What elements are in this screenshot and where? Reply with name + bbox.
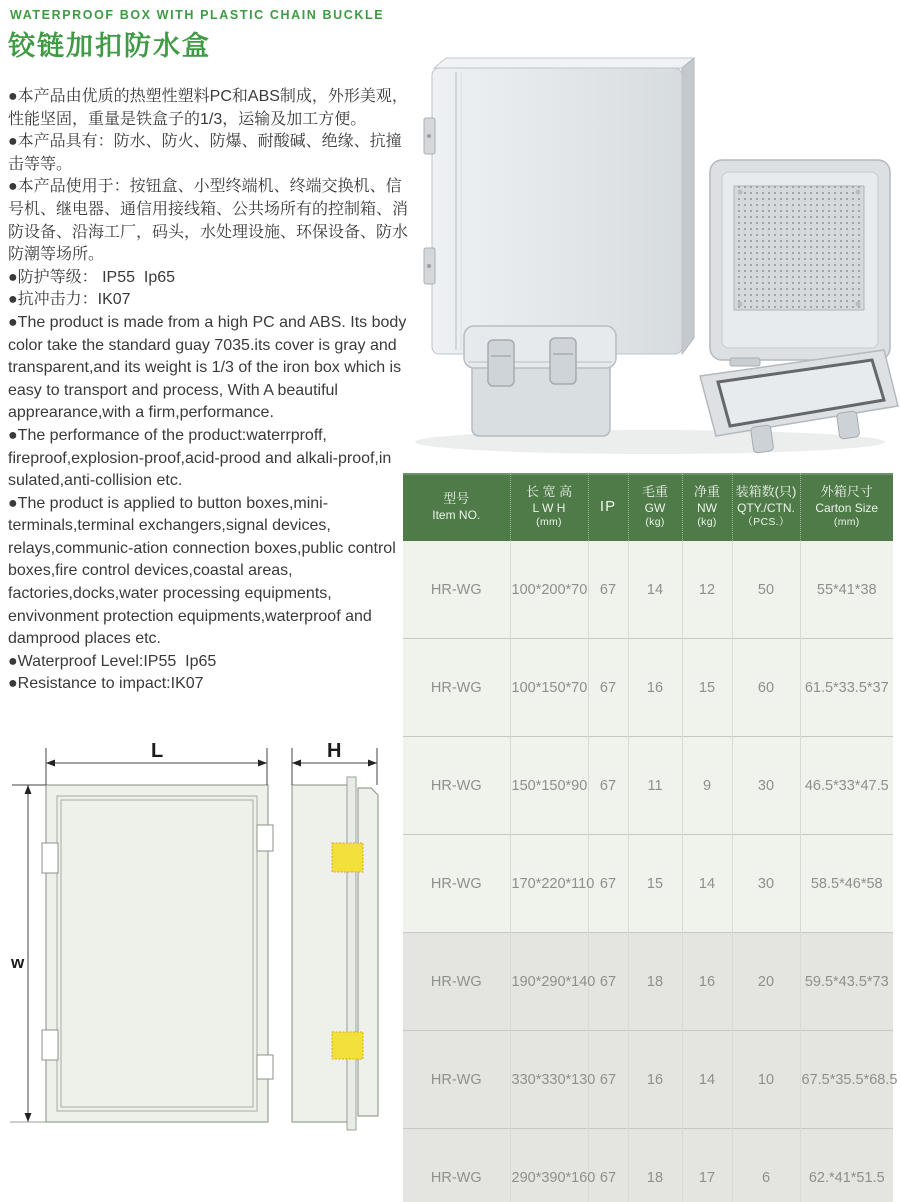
table-cell: HR-WG — [403, 835, 510, 933]
dimension-drawing-svg — [0, 730, 400, 1202]
table-cell: 10 — [732, 1031, 800, 1129]
product-photo-illustration — [400, 40, 900, 460]
table-cell: HR-WG — [403, 1129, 510, 1202]
table-cell: 150*150*90 — [510, 737, 588, 835]
table-cell: 67 — [588, 639, 628, 737]
table-cell: 67 — [588, 1031, 628, 1129]
table-cell: 59.5*43.5*73 — [800, 933, 893, 1031]
page-title-cn: 铰链加扣防水盒 — [8, 31, 211, 61]
table-cell: 58.5*46*58 — [800, 835, 893, 933]
table-cell: 11 — [628, 737, 682, 835]
column-header: 型号 Item NO. — [403, 473, 510, 541]
table-cell: 16 — [628, 1031, 682, 1129]
spec-table-header — [403, 473, 893, 541]
table-cell: 50 — [732, 541, 800, 639]
table-cell: 16 — [682, 933, 732, 1031]
spec-bullet: ●抗冲击力：IK07 — [8, 291, 131, 309]
table-cell: 100*150*70 — [510, 639, 588, 737]
spec-table-body — [403, 541, 898, 1202]
table-cell: 9 — [682, 737, 732, 835]
description-list — [8, 86, 411, 696]
table-cell: 18 — [628, 1129, 682, 1202]
column-header: 装箱数(只) QTY./CTN. （PCS.） — [732, 473, 800, 541]
table-cell: 330*330*130 — [510, 1031, 588, 1129]
perforated-plate — [734, 186, 864, 310]
table-cell: 18 — [628, 933, 682, 1031]
spec-bullet: ●The product is made from a high PC and ABS. Its body color take the standard guay 7035.its cover is gray and transparent,and its weight is 1/3 of the iron box which is easy to transport and process, With A beautiful apprearance,with a firm,performance. — [8, 313, 411, 422]
spec-bullet: ●Resistance to impact:IK07 — [8, 675, 204, 693]
table-cell: 15 — [628, 835, 682, 933]
table-cell: HR-WG — [430, 581, 482, 598]
spec-table — [403, 473, 898, 1202]
big-closed-box — [424, 58, 694, 354]
latch-tab — [42, 843, 58, 873]
table-cell: 12 — [682, 541, 732, 639]
chain-buckle — [550, 338, 576, 384]
page-title-en: WATERPROOF BOX WITH PLASTIC CHAIN BUCKLE — [10, 8, 385, 22]
table-row — [403, 1031, 893, 1129]
spec-bullet: ●Waterproof Level:IP55 Ip65 — [8, 652, 217, 670]
table-cell: 67 — [588, 933, 628, 1031]
side-view — [292, 777, 378, 1130]
dimension-label-h: H — [327, 740, 342, 762]
spec-bullet: ●本产品使用于：按钮盒、小型终端机、终端交换机、信号机、继电器、通信用接线箱、公共场所有的控制箱、消防设备、沿海工厂，码头，水处理设施、环保设备、防水防潮等场所。 — [8, 178, 409, 264]
table-cell: 55*41*38 — [800, 541, 893, 639]
dimension-label-l: L — [151, 740, 164, 762]
chain-buckle — [836, 411, 859, 440]
table-cell: 61.5*33.5*37 — [800, 639, 893, 737]
table-row — [403, 541, 893, 639]
table-cell: 46.5*33*47.5 — [800, 737, 893, 835]
spec-bullet: ●The performance of the product:waterrproff, fireproof,explosion-proof,acid-prood and alkali-proof,in sulated,anti-collision etc. — [8, 426, 396, 490]
table-row — [403, 1129, 893, 1202]
table-cell: 14 — [628, 541, 682, 639]
table-row — [403, 835, 893, 933]
table-cell: 100*200*70 — [510, 541, 588, 639]
table-row — [403, 639, 893, 737]
spec-bullet: ●防护等级： IP55 Ip65 — [8, 268, 176, 286]
chain-buckle — [750, 425, 773, 454]
table-cell: 170*220*110 — [510, 835, 588, 933]
hinge-highlight — [332, 843, 363, 872]
table-cell: 14 — [682, 1031, 732, 1129]
table-cell: 30 — [732, 737, 800, 835]
table-row — [403, 933, 893, 1031]
open-box — [700, 160, 898, 453]
table-cell: 190*290*140 — [510, 933, 588, 1031]
table-cell: 67 — [588, 1129, 628, 1202]
spec-bullet: ●本产品由优质的热塑性塑料PC和ABS制成，外形美观，性能坚固，重量是铁盒子的1/3，运输及加工方便。 — [8, 88, 408, 128]
table-cell: HR-WG — [403, 639, 510, 737]
table-cell: 20 — [732, 933, 800, 1031]
spec-bullet: ●The product is applied to button boxes,mini-terminals,terminal exchangers,signal devices, relays,communic-ation connection boxes,public control boxes,fire control devices,coastal areas, factories,docks,water processing equipments, envivonment protection equipments,waterproof and damprood places etc. — [8, 494, 401, 648]
table-cell: 14 — [682, 835, 732, 933]
product-photo — [400, 40, 900, 460]
table-cell: 290*390*160 — [510, 1129, 588, 1202]
column-header: 长 宽 高 L W H (mm) — [510, 473, 588, 541]
table-cell: HR-WG — [403, 737, 510, 835]
table-cell: 67 — [588, 541, 628, 639]
column-header: 毛重 GW (kg) — [628, 473, 682, 541]
table-cell: 15 — [682, 639, 732, 737]
table-cell: 16 — [628, 639, 682, 737]
latch-tab — [42, 1030, 58, 1060]
small-box — [464, 326, 616, 436]
table-cell: 6 — [732, 1129, 800, 1202]
table-row — [403, 737, 893, 835]
front-view — [42, 785, 273, 1122]
table-cell: 30 — [732, 835, 800, 933]
spec-bullet: ●本产品具有：防水、防火、防爆、耐酸碱、绝缘、抗撞击等等。 — [8, 133, 402, 173]
table-cell: 67 — [588, 835, 628, 933]
chain-buckle — [488, 340, 514, 386]
hinge-highlight — [332, 1032, 363, 1059]
hinge-rail — [347, 777, 356, 1130]
side-lid — [358, 788, 378, 1116]
latch-tab — [257, 825, 273, 851]
table-cell: 60 — [732, 639, 800, 737]
table-cell: 67.5*35.5*68.5 — [800, 1031, 893, 1129]
table-cell: HR-WG — [403, 1031, 510, 1129]
latch-tab — [257, 1055, 273, 1079]
column-header: IP — [588, 473, 628, 541]
table-cell: HR-WG — [403, 933, 510, 1031]
column-header: 净重 NW (kg) — [682, 473, 732, 541]
column-header: 外箱尺寸 Carton Size (mm) — [800, 473, 893, 541]
table-cell: 17 — [682, 1129, 732, 1202]
dimension-label-w: w — [11, 953, 25, 972]
table-cell: 62.*41*51.5 — [800, 1129, 893, 1202]
table-cell: 67 — [588, 737, 628, 835]
dimension-drawing — [0, 730, 400, 1202]
